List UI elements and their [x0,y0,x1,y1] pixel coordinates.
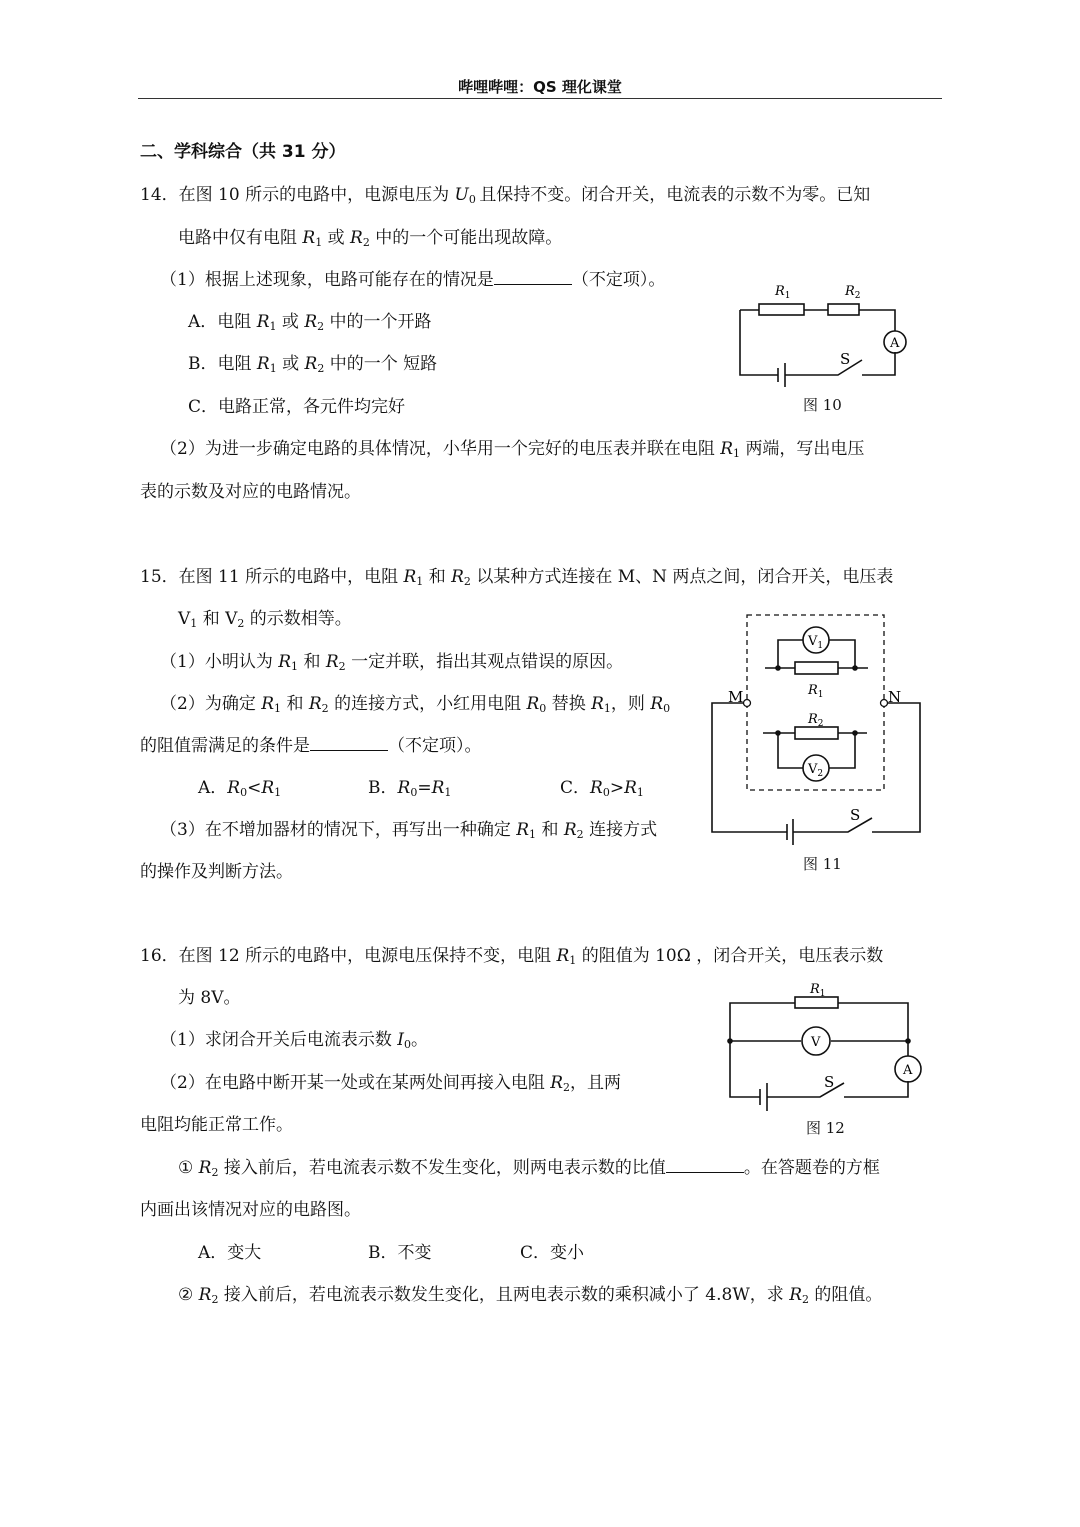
answer-blank[interactable] [310,736,388,751]
fig10-r2-label: $R_2$ [845,284,861,301]
answer-blank[interactable] [666,1158,744,1173]
figure-11-caption: 图 11 [803,855,842,873]
figure-12-caption: 图 12 [806,1119,845,1137]
q14-part2-cont: 表的示数及对应的电路情况。 [140,482,361,502]
q16-line1: 16．在图 12 所示的电路中，电源电压保持不变，电阻 $R_1$ 的阻值为 10Ω ，闭合开关，电压表示数 [140,946,884,967]
fig12-switch-label: S [824,1073,835,1091]
fig12-ammeter-label: A [903,1063,913,1078]
fig11-m-label: M [728,688,744,706]
page-header: 哔哩哔哩：QS 理化课堂 [458,78,622,96]
q16-part2: （2）在电路中断开某一处或在某两处间再接入电阻 $R_2$，且两 [160,1073,622,1094]
q16-option-b: B．不变 [368,1243,432,1263]
q15-option-c: C．$R_0>R_1$ [560,778,644,799]
section-title: 二、学科综合（共 31 分） [140,142,346,162]
q14-option-c: C．电路正常，各元件均完好 [188,397,406,417]
q16-subpart1: ① $R_2$ 接入前后，若电流表示数不发生变化，则两电表示数的比值 。在答题卷的方框 [178,1158,880,1179]
q15-option-b: B．$R_0=R_1$ [368,778,452,799]
fig12-r1-label: $R_1$ [810,982,826,999]
q15-line1: 15．在图 11 所示的电路中，电阻 $R_1$ 和 $R_2$ 以某种方式连接在 M、N 两点之间，闭合开关，电压表 [140,567,894,588]
answer-blank[interactable] [494,270,572,285]
q14-part1: （1）根据上述现象，电路可能存在的情况是 （不定项）。 [160,270,666,290]
figure-12-circuit [720,975,930,1120]
fig11-n-label: N [888,688,902,706]
q15-option-a: A．$R_0<R_1$ [198,778,282,799]
q14-line2: 电路中仅有电阻 $R_1$ 或 $R_2$ 中的一个可能出现故障。 [178,228,563,249]
q15-part3-cont: 的操作及判断方法。 [140,862,293,882]
fig11-switch-label: S [850,806,861,824]
fig11-r1-label: $R_1$ [808,683,824,700]
q16-line2: 为 8V。 [178,988,241,1008]
q16-option-c: C．变小 [520,1243,585,1263]
q15-part1: （1）小明认为 $R_1$ 和 $R_2$ 一定并联，指出其观点错误的原因。 [160,652,624,673]
q15-part2-cont: 的阻值需满足的条件是 （不定项）。 [140,736,482,756]
fig12-voltmeter-label: V [811,1035,821,1050]
q16-subpart1-cont: 内画出该情况对应的电路图。 [140,1200,361,1220]
q16-part2-cont: 电阻均能正常工作。 [140,1115,293,1135]
q14-part2: （2）为进一步确定电路的具体情况，小华用一个完好的电压表并联在电阻 $R_1$ 两端，写出电压 [160,439,865,460]
q14-option-a: A．电阻 $R_1$ 或 $R_2$ 中的一个开路 [188,312,432,333]
figure-10-caption: 图 10 [803,396,842,414]
fig10-switch-label: S [840,350,851,368]
q15-part2: （2）为确定 $R_1$ 和 $R_2$ 的连接方式，小红用电阻 $R_0$ 替换 $R_1$，则 $R_0$ [160,694,671,715]
q14-line1: 14．在图 10 所示的电路中，电源电压为 $U_0$ 且保持不变。闭合开关，电流表的示数不为零。已知 [140,185,871,206]
q16-subpart2: ② $R_2$ 接入前后，若电流表示数发生变化，且两电表示数的乘积减小了 4.8W，求 $R_2$ 的阻值。 [178,1285,883,1306]
q15-line2: $V_1$ 和 $V_2$ 的示数相等。 [178,609,352,630]
fig11-r2-label: $R_2$ [808,712,824,729]
figure-11-circuit [700,605,940,845]
fig11-v2-label: $V_2$ [808,762,824,779]
q16-option-a: A．变大 [198,1243,262,1263]
header-rule [138,98,942,99]
q16-part1: （1）求闭合开关后电流表示数 $I_0$。 [160,1030,428,1051]
q14-option-b: B．电阻 $R_1$ 或 $R_2$ 中的一个 短路 [188,354,438,375]
fig10-r1-label: $R_1$ [775,284,791,301]
fig10-ammeter-label: A [890,336,900,351]
fig11-v1-label: $V_1$ [808,634,824,651]
q15-part3: （3）在不增加器材的情况下，再写出一种确定 $R_1$ 和 $R_2$ 连接方式 [160,820,658,841]
